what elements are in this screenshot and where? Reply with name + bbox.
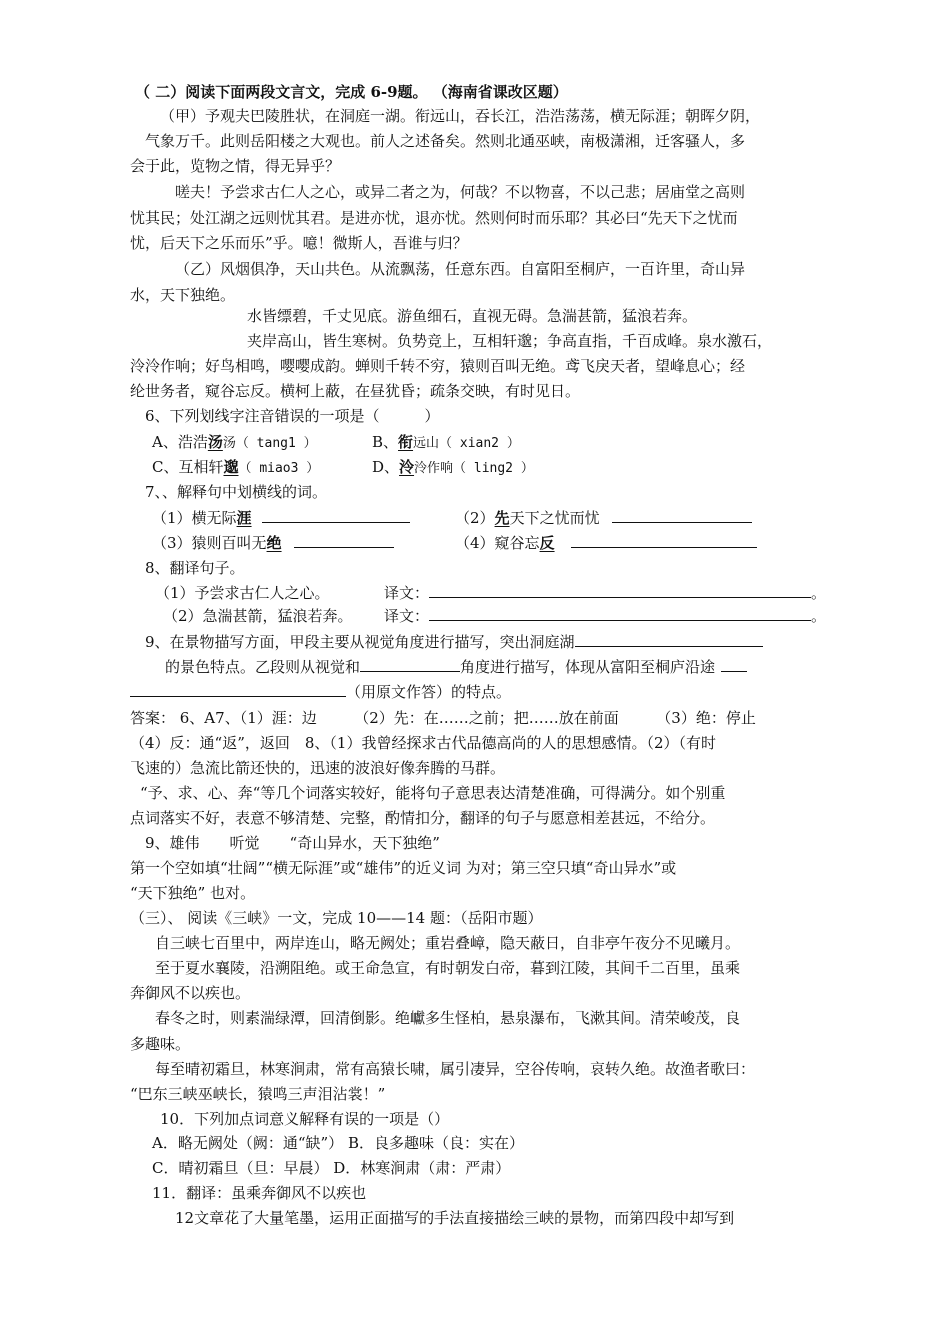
question-9-line-2: 的景色特点。乙段则从视觉和 角度进行描写，体现从富阳至桐庐沿途 [165, 657, 747, 677]
passage-jia-line: 会于此，览物之情，得无异乎？ [130, 157, 341, 175]
question-12: 12文章花了大量笔墨，运用正面描写的手法直接描绘三峡的景物，而第四段中却写到 [175, 1209, 735, 1227]
passage-sanxia-line: 自三峡七百里中，两岸连山，略无阙处；重岩叠嶂，隐天蔽日，自非亭午夜分不见曦月。 [155, 934, 741, 952]
section-3-title: （三）、 阅读《三峡》一文，完成 10——14 题：（岳阳市题） [130, 909, 543, 927]
passage-yi-line: 水，天下独绝。 [130, 286, 236, 304]
question-10-options-cd: C．晴初霜旦（旦：早晨） D．林寒涧肃（肃：严肃） [152, 1159, 511, 1177]
answer-line: （4）反：通“返”，返回 8、（1）我曾经探求古代品德高尚的人的思想感情。（2）（有时 [130, 734, 717, 752]
question-6-stem: 6、下列划线字注音错误的一项是（ ） [145, 407, 440, 425]
question-6-option-c: C、互相轩邈（ miao3 ） [152, 458, 320, 476]
answer-blank[interactable] [262, 508, 410, 523]
question-7-item-1: （1）横无际涯 [152, 508, 410, 528]
passage-yi-line: （乙）风烟俱净，天山共色。从流飘荡，任意东西。自富阳至桐庐，一百许里，奇山异 [175, 260, 746, 278]
question-7-item-2: （2）先天下之忧而忧 [455, 508, 752, 528]
answer-blank[interactable] [294, 533, 394, 548]
passage-sanxia-line: 每至晴初霜旦，林寒涧肃，常有高猿长啸，属引凄异，空谷传响，哀转久绝。故渔者歌曰： [155, 1060, 756, 1078]
passage-yi-line: 泠泠作响；好鸟相鸣，嘤嘤成韵。蝉则千转不穷，猿则百叫无绝。鸢飞戾天者，望峰息心；经 [130, 357, 746, 375]
answer-blank[interactable] [571, 533, 757, 548]
question-9-line-1: 9、在景物描写方面，甲段主要从视觉角度进行描写，突出洞庭湖 [145, 632, 763, 652]
passage-yi-line: 夹岸高山，皆生寒树。负势竞上，互相轩邈；争高直指，千百成峰。泉水激石， [247, 332, 773, 350]
answer-line: “天下独绝” 也对。 [130, 884, 256, 902]
passage-sanxia-line: 至于夏水襄陵，沿溯阻绝。或王命急宣，有时朝发白帝，暮到江陵，其间千二百里，虽乘 [155, 959, 741, 977]
passage-sanxia-line: 春冬之时，则素湍绿潭，回清倒影。绝巘多生怪柏，悬泉瀑布，飞漱其间。清荣峻茂，良 [155, 1009, 741, 1027]
question-8-translation-2: 译文： 。 [384, 607, 827, 625]
answer-line: 答案： 6、A7、（1）涯：边 （2）先：在……之前；把……放在前面 （3）绝：停止 [130, 709, 756, 727]
passage-sanxia-line: “巴东三峡巫峡长，猿鸣三声泪沾裳！” [130, 1085, 386, 1103]
answer-line: 飞速的）急流比箭还快的，迅速的波浪好像奔腾的马群。 [130, 759, 506, 777]
question-7-stem: 7、、解释句中划横线的词。 [145, 483, 328, 501]
passage-sanxia-line: 多趣味。 [130, 1035, 191, 1053]
question-6-option-a: A、浩浩汤汤（ tang1 ） [152, 433, 317, 451]
answer-line: 点词落实不好，表意不够清楚、完整，酌情扣分，翻译的句子与愿意相差甚远，不给分。 [130, 809, 716, 827]
question-10-options-ab: A．略无阙处（阙：通“缺”） B．良多趣味（良：实在） [152, 1134, 524, 1152]
question-6-option-d: D、泠泠作响（ ling2 ） [372, 458, 534, 476]
answer-line: 9、雄伟 听觉 “奇山异水，天下独绝” [145, 834, 440, 852]
answer-blank[interactable] [612, 508, 752, 523]
answer-blank[interactable] [721, 657, 747, 672]
passage-jia-line: 忧其民；处江湖之远则忧其君。是进亦忧，退亦忧。然则何时而乐耶？其必曰“先天下之忧而 [130, 209, 738, 227]
question-11: 11．翻译：虽乘奔御风不以疾也 [152, 1184, 367, 1202]
answer-line: “予、求、心、奔“等几个词落实较好，能将句子意思表达清楚准确，可得满分。如个别重 [140, 784, 726, 802]
passage-sanxia-line: 奔御风不以疾也。 [130, 984, 251, 1002]
question-7-item-4: （4）窥谷忘反 [455, 533, 757, 553]
question-8-item-2: （2）急湍甚箭，猛浪若奔。 [163, 607, 353, 625]
question-9-line-3: （用原文作答）的特点。 [130, 682, 511, 702]
question-10-stem: 10．下列加点词意义解释有误的一项是（） [160, 1110, 450, 1128]
answer-blank[interactable] [429, 583, 811, 598]
passage-jia-line: 嗟夫！予尝求古仁人之心，或异二者之为，何哉？不以物喜，不以己悲；居庙堂之高则 [175, 183, 746, 201]
question-8-item-1: （1）予尝求古仁人之心。 [155, 584, 330, 602]
question-8-stem: 8、翻译句子。 [145, 559, 245, 577]
passage-yi-line: 纶世务者，窥谷忘反。横柯上蔽，在昼犹昏；疏条交映，有时见日。 [130, 382, 581, 400]
passage-yi-line: 水皆缥碧，千丈见底。游鱼细石，直视无碍。急湍甚箭，猛浪若奔。 [247, 307, 698, 325]
passage-jia-line: 气象万千。此则岳阳楼之大观也。前人之述备矣。然则北通巫峡，南极潇湘，迁客骚人，多 [145, 132, 746, 150]
section-2-title: （ 二）阅读下面两段文言文，完成 6-9题。 （海南省课改区题） [135, 83, 568, 101]
passage-jia-line: （甲）予观夫巴陵胜状，在洞庭一湖。衔远山，吞长江，浩浩荡荡，横无际涯；朝晖夕阴， [160, 107, 761, 125]
question-7-item-3: （3）猿则百叫无绝 [152, 533, 394, 553]
answer-blank[interactable] [360, 657, 460, 672]
passage-jia-line: 忧，后天下之乐而乐”乎。噫！微斯人，吾谁与归？ [130, 234, 468, 252]
answer-line: 第一个空如填“壮阔”“横无际涯”或“雄伟”的近义词 为对；第三空只填“奇山异水”或 [130, 859, 677, 877]
answer-blank[interactable] [575, 632, 763, 647]
question-8-translation-1: 译文： 。 [384, 584, 827, 602]
question-6-option-b: B、衔远山（ xian2 ） [372, 433, 520, 451]
answer-blank[interactable] [130, 682, 346, 697]
answer-blank[interactable] [429, 606, 811, 621]
